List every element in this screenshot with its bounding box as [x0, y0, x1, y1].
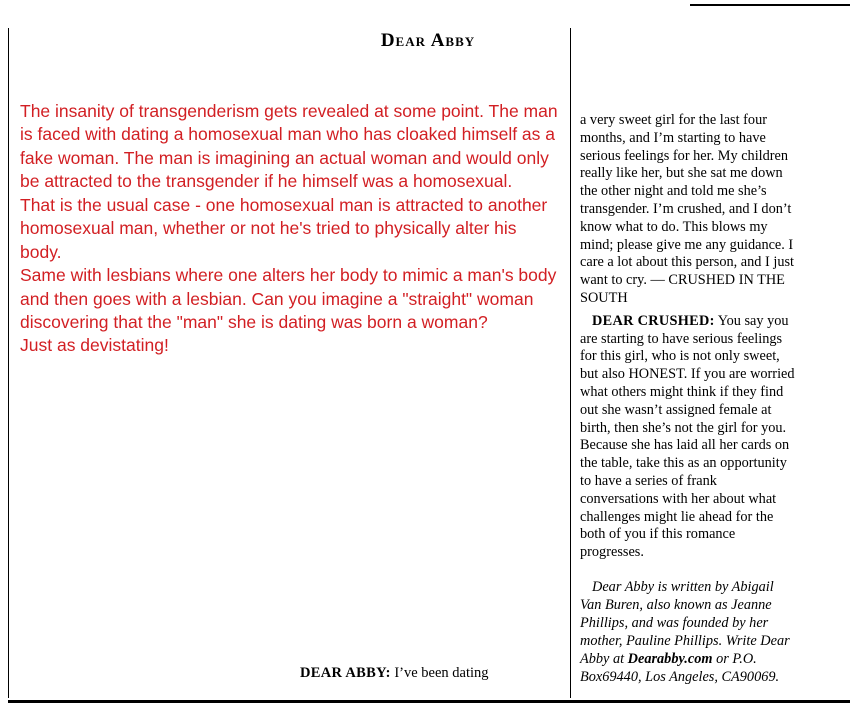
credit-pre-text: Dear Abby is written by Abigail Van Buren, also known as Jeanne Phillips, and was founded by her mother, Pauline Phillips. Write Dear Abby at	[580, 578, 790, 667]
letter-body: a very sweet girl for the last four months, and I’m starting to have serious feelings for her. My children really like her, but she sat me down the other night and told me she’s transgender. I’m crushed, and I don’t know what to do. This blows my mind; please give me any guidance. I care a lot about this person, and I just want to cry. — CRUSHED IN THE SOUTH	[580, 112, 794, 306]
commentary-paragraph-4: Just as devistating!	[20, 335, 169, 356]
left-border-rule	[8, 28, 9, 698]
letter-lead-label: DEAR ABBY:	[300, 665, 391, 681]
commentary-paragraph-1: The insanity of transgenderism gets revealed at some point. The man is faced with dating a homosexual man who has cloaked himself as a fake woman. The man is imagining an actual woman and would only be attracted to the transgender if he himself was a homosexual.	[20, 101, 558, 192]
top-right-rule	[690, 4, 850, 6]
newspaper-column	[580, 112, 795, 686]
credit-post-text: or P.O. Box69440, Los Angeles, CA90069.	[580, 650, 780, 685]
column-divider-rule	[570, 28, 571, 698]
letter-opening-text: I’ve been dating	[390, 665, 489, 681]
commentary-paragraph-3: Same with lesbians where one alters her body to mimic a man's body and then goes with a lesbian. Can you imagine a "straight" woman discovering that the "man" she is dating was born a woman?	[20, 265, 557, 332]
commentary-paragraph-2: That is the usual case - one homosexual man is attracted to another homosexual man, whether or not he's tried to physically alter his body.	[20, 194, 548, 262]
reply-body-text: You say you are starting to have serious feelings for this girl, who is not only sweet, but also HONEST. If you are worried what others might think if they find out she wasn’t assigned female at birth, then she’s not the girl for you. Because she has laid all her cards on the table, take this as an opportunity to have a series of frank conversations with her about what challenges might lie ahead for the both of you if this romance progresses.	[580, 312, 795, 561]
byline-credit	[580, 578, 795, 686]
bottom-border-rule	[8, 700, 850, 703]
commentary-block	[20, 100, 562, 358]
letter-opening-line	[300, 665, 562, 683]
reply-lead-label: DEAR CRUSHED:	[592, 312, 715, 329]
reply-paragraph	[580, 313, 795, 562]
page-title: Dear Abby	[380, 30, 476, 51]
credit-website-link[interactable]: Dearabby.com	[627, 650, 713, 667]
